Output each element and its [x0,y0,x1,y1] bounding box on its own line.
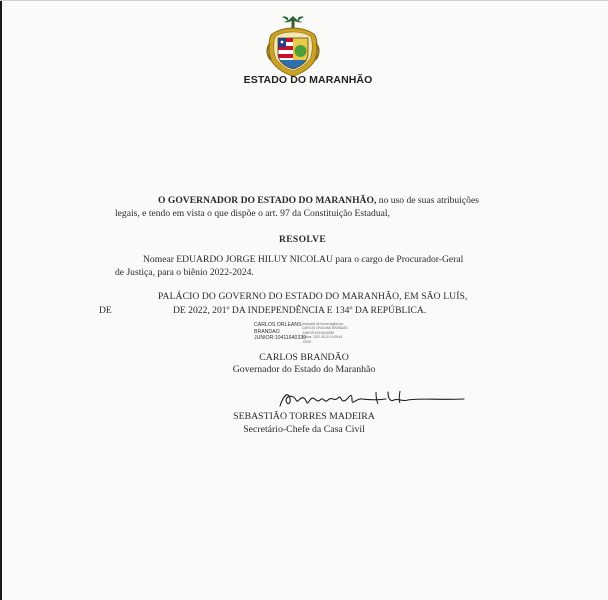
left-border [0,0,2,600]
palace-de: DE [99,305,112,316]
stamp-signer-name: CARLOS ORLEANS BRANDAO JUNIOR:10411640330 [254,322,307,342]
palace-line-2: DE 2022, 201º DA INDEPENDÊNCIA E 134º DA REPÚBLICA. [173,305,427,316]
governor-title: Governador do Estado do Maranhão [232,364,376,375]
secretary-name: SEBASTIÃO TORRES MADEIRA [233,411,375,422]
governor-name: CARLOS BRANDÃO [259,352,349,363]
handwritten-signature [278,388,468,410]
palace-line-1: PALÁCIO DO GOVERNO DO ESTADO DO MARANHÃO, EM SÃO LUÍS, [158,291,468,302]
nomination-line-1: Nomear EDUARDO JORGE HILUY NICOLAU para o cargo de Procurador-Geral [143,254,464,265]
stamp-details: Assinado de forma digital por CARLOS ORLEANS BRANDAO JUNIOR:10411640330 Dados: 2022.05.20 10:55:46 -03'00' [302,322,348,344]
intro-line-1 [158,194,479,207]
state-name: ESTADO DO MARANHÃO [243,74,373,86]
intro-line-2: legais, e tendo em vista o que dispõe o art. 97 da Constituição Estadual, [115,208,390,219]
intro-text: no uso de suas atribuições [376,195,479,206]
digital-signature-stamp [254,322,394,352]
top-border [0,0,608,1]
secretary-title: Secretário-Chefe da Casa Civil [243,424,365,435]
coat-of-arms-icon [262,14,324,78]
resolve-heading: RESOLVE [279,234,327,245]
governor-heading: O GOVERNADOR DO ESTADO DO MARANHÃO, [158,195,377,206]
nomination-line-2: de Justiça, para o biênio 2022-2024. [115,267,254,278]
